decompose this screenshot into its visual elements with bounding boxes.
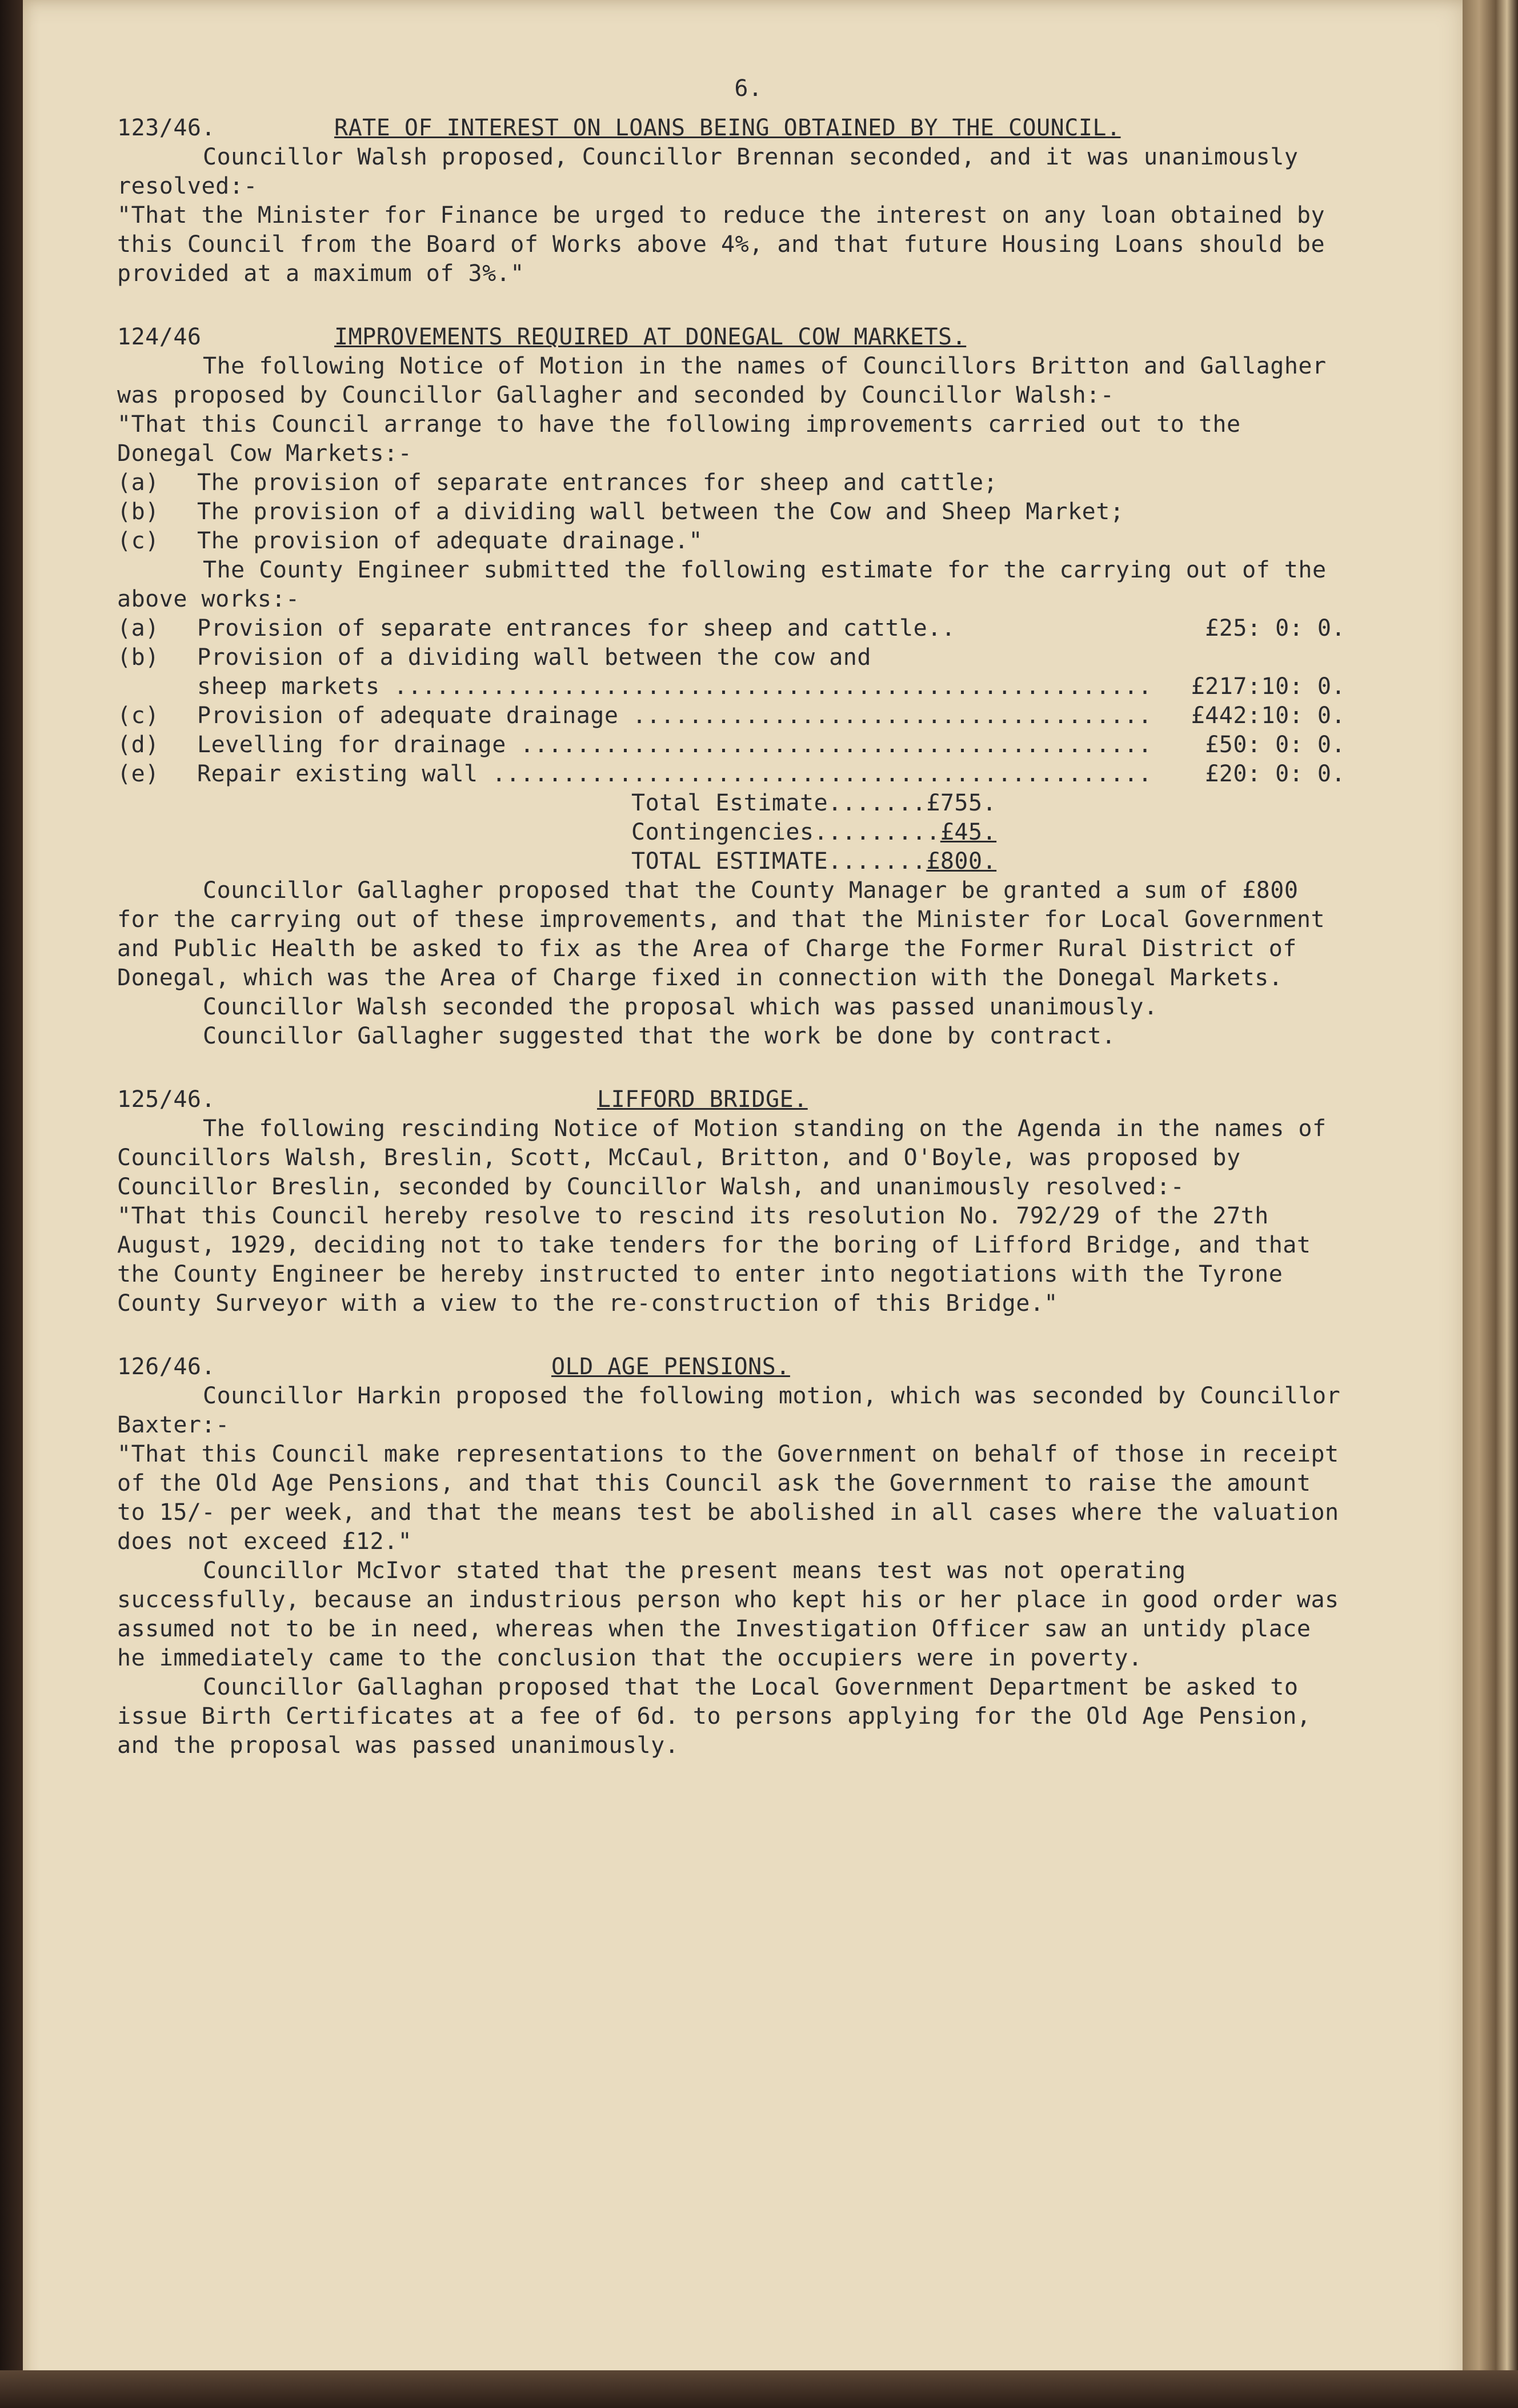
estimate-amount: £217:10: 0. bbox=[1191, 673, 1345, 700]
paragraph: Councillor Gallagher proposed that the County Manager be granted a sum of £800 for the carrying out of these improvements, and that the Minister for Local Government and Public Health be asked to fix as the Area of Charge the Former Rural District of Donegal, which was the Area of Charge fixed in connection with the Donegal Markets. bbox=[117, 877, 1325, 991]
total-row bbox=[631, 789, 1345, 818]
resolution-quote: "That the Minister for Finance be urged to reduce the interest on any loan obtained by this Council from the Board of Works above 4%, and that future Housing Loans should be provided at a maximum of 3%." bbox=[117, 202, 1325, 287]
estimate-row bbox=[117, 672, 1345, 701]
paragraph: Councillor Gallaghan proposed that the Local Government Department be asked to issue Birth Certificates at a fee of 6d. to persons applying for the Old Age Pension, and the proposal was passed unanimously. bbox=[117, 1674, 1311, 1759]
estimate-row bbox=[117, 731, 1345, 760]
total-row bbox=[631, 818, 1345, 847]
resolution-quote: "That this Council hereby resolve to rescind its resolution No. 792/29 of the 27th August, 1929, deciding not to take tenders for the boring of Lifford Bridge, and that the County Engineer be hereby instructed to enter into negotiations with the Tyrone County Surveyor with a view to the re-construction of this Bridge." bbox=[117, 1203, 1311, 1317]
estimate-amount bbox=[1157, 643, 1345, 672]
motion-quote: "That this Council make representations to the Government on behalf of those in receipt of the Old Age Pensions, and that this Council ask the Government to raise the amount to 15/- per week, and that the means test be abolished in all cases where the valuation does not exceed £12." bbox=[117, 1441, 1339, 1555]
estimate-text: sheep markets ..... bbox=[197, 672, 1157, 701]
section-number: 123/46. bbox=[117, 115, 216, 141]
book-bottom-edge bbox=[0, 2370, 1518, 2408]
paragraph: Councillor Gallagher suggested that the work be done by contract. bbox=[203, 1023, 1116, 1049]
paragraph: Councillor McIvor stated that the present means test was not operating successfully, because an industrious person who kept his or her place in good order was assumed not to be in need, whereas when the Investigation Officer saw an untidy place he immediately came to the conclusion that the occupiers were in poverty. bbox=[117, 1558, 1339, 1671]
estimate-label: (d) bbox=[117, 732, 159, 758]
item-label: (b) bbox=[117, 499, 159, 525]
item-label: (c) bbox=[117, 528, 159, 554]
paragraph: Councillor Walsh seconded the proposal which was passed unanimously. bbox=[203, 994, 1158, 1020]
total-label: Contingencies......... bbox=[631, 819, 940, 845]
section-title: OLD AGE PENSIONS. bbox=[551, 1354, 790, 1380]
motion-quote: "That this Council arrange to have the following improvements carried out to the Donegal Cow Markets:- bbox=[117, 411, 1241, 467]
section-number: 125/46. bbox=[117, 1086, 216, 1113]
item-text: The provision of adequate drainage." bbox=[197, 528, 703, 554]
section-124 bbox=[117, 323, 1345, 1051]
list-item bbox=[117, 527, 1345, 556]
section-heading bbox=[117, 1085, 1345, 1114]
estimate-label: (e) bbox=[117, 761, 159, 787]
item-label: (a) bbox=[117, 469, 159, 496]
total-row bbox=[631, 847, 1345, 876]
total-value: £800. bbox=[926, 848, 997, 874]
estimate-label bbox=[117, 672, 197, 701]
document-body bbox=[117, 74, 1345, 1795]
estimate-label: (b) bbox=[117, 644, 159, 671]
page-edges bbox=[1463, 0, 1518, 2408]
paragraph: Councillor Walsh proposed, Councillor Brennan seconded, and it was unanimously resolved:- bbox=[117, 144, 1299, 199]
section-125 bbox=[117, 1085, 1345, 1318]
total-label: Total Estimate....... bbox=[631, 790, 927, 816]
total-value: £755. bbox=[926, 790, 997, 816]
estimate-row bbox=[117, 614, 1345, 643]
estimate-row bbox=[117, 701, 1345, 731]
section-number: 124/46 bbox=[117, 324, 202, 350]
estimate-text: Levelling for drainage ..... bbox=[197, 731, 1157, 760]
estimate-amount: £50: 0: 0. bbox=[1205, 732, 1345, 758]
estimate-text: Provision of separate entrances for sheep and cattle.. bbox=[197, 615, 956, 641]
estimate-amount: £20: 0: 0. bbox=[1205, 761, 1345, 787]
section-heading bbox=[117, 323, 1345, 352]
section-heading bbox=[117, 114, 1345, 143]
list-item bbox=[117, 497, 1345, 527]
estimate-row bbox=[117, 760, 1345, 789]
estimate-text: Provision of adequate drainage ..... bbox=[197, 701, 1157, 731]
estimate-amount: £25: 0: 0. bbox=[1205, 615, 1345, 641]
total-label: TOTAL ESTIMATE....... bbox=[631, 848, 927, 874]
book-binding bbox=[0, 0, 23, 2408]
page-number: 6. bbox=[734, 75, 763, 102]
section-title: RATE OF INTEREST ON LOANS BEING OBTAINED BY THE COUNCIL. bbox=[334, 115, 1121, 141]
estimate-row bbox=[117, 643, 1345, 672]
total-value: £45. bbox=[940, 819, 997, 845]
section-title: LIFFORD BRIDGE. bbox=[597, 1086, 808, 1113]
section-title: IMPROVEMENTS REQUIRED AT DONEGAL COW MARKETS. bbox=[334, 324, 967, 350]
paragraph: The following rescinding Notice of Motion standing on the Agenda in the names of Councillors Walsh, Breslin, Scott, McCaul, Britton, and O'Boyle, was proposed by Councillor Breslin, seconded by Councillor Walsh, and unanimously resolved:- bbox=[117, 1115, 1327, 1200]
section-123 bbox=[117, 114, 1345, 288]
paragraph: The County Engineer submitted the following estimate for the carrying out of the above works:- bbox=[117, 557, 1327, 612]
estimate-amount: £442:10: 0. bbox=[1191, 703, 1345, 729]
list-item bbox=[117, 468, 1345, 497]
estimate-label: (a) bbox=[117, 615, 159, 641]
paragraph: Councillor Harkin proposed the following motion, which was seconded by Councillor Baxter:- bbox=[117, 1383, 1341, 1438]
item-text: The provision of a dividing wall between the Cow and Sheep Market; bbox=[197, 499, 1124, 525]
paragraph: The following Notice of Motion in the names of Councillors Britton and Gallagher was proposed by Councillor Gallagher and seconded by Councillor Walsh:- bbox=[117, 353, 1327, 408]
estimate-text: Provision of a dividing wall between the cow and bbox=[197, 644, 871, 671]
estimate-totals bbox=[631, 789, 1345, 876]
item-text: The provision of separate entrances for sheep and cattle; bbox=[197, 469, 998, 496]
estimate-text: Repair existing wall ..... bbox=[197, 760, 1157, 789]
section-heading bbox=[117, 1353, 1345, 1382]
section-126 bbox=[117, 1353, 1345, 1760]
estimate-label: (c) bbox=[117, 703, 159, 729]
section-number: 126/46. bbox=[117, 1354, 216, 1380]
